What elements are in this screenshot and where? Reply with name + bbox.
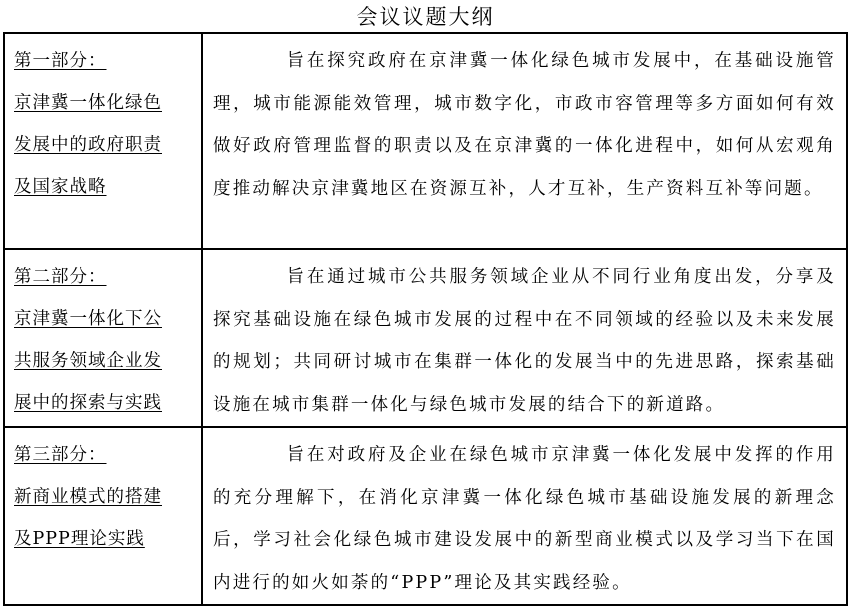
table-row xyxy=(4,249,847,427)
section-description: 旨在对政府及企业在绿色城市京津冀一体化发展中发挥的作用的充分理解下，在消化京津冀一体化绿色城市基础设施发展的新理念后，学习社会化绿色城市建设发展中的新型商业模式以及学习当下在国内进行的如火如荼的“PPP”理论及其实践经验。 xyxy=(213,445,836,593)
section-title-line: 及国家战略 xyxy=(14,177,107,197)
section-heading xyxy=(14,256,197,424)
section-title-line: 京津冀一体化绿色 xyxy=(14,93,162,113)
section-description: 旨在通过城市公共服务领域企业从不同行业角度出发，分享及探究基础设施在绿色城市发展的过程中在不同领域的经验以及未来发展的规划；共同研讨城市在集群一体化的发展当中的先进思路，探索基础设施在城市集群一体化与绿色城市发展的结合下的新道路。 xyxy=(213,267,836,415)
section-description-cell xyxy=(202,249,847,427)
section-title-line: 及PPP理论实践 xyxy=(14,529,145,549)
section-heading-cell xyxy=(4,249,202,427)
document-title: 会议议题大纲 xyxy=(356,5,495,29)
section-description-cell xyxy=(202,427,847,605)
section-heading-cell xyxy=(4,33,202,249)
section-title-line: 共服务领域企业发 xyxy=(14,351,162,371)
section-heading-cell xyxy=(4,427,202,605)
section-description: 旨在探究政府在京津冀一体化绿色城市发展中，在基础设施管理，城市能源能效管理，城市数字化，市政市容管理等多方面如何有效做好政府管理监督的职责以及在京津冀的一体化进程中，如何从宏观角度推动解决京津冀地区在资源互补，人才互补，生产资料互补等问题。 xyxy=(213,51,836,199)
section-title-line: 新商业模式的搭建 xyxy=(14,487,162,507)
section-title-line: 京津冀一体化下公 xyxy=(14,309,162,329)
section-description-cell xyxy=(202,33,847,249)
section-title-line: 展中的探索与实践 xyxy=(14,393,162,413)
section-heading xyxy=(14,434,197,560)
table-row xyxy=(4,427,847,605)
table-row xyxy=(4,33,847,249)
section-label: 第二部分： xyxy=(14,267,107,287)
section-heading xyxy=(14,40,197,208)
section-label: 第一部分： xyxy=(14,51,107,71)
agenda-table xyxy=(3,32,848,606)
section-title-line: 发展中的政府职责 xyxy=(14,135,162,155)
section-label: 第三部分： xyxy=(14,445,107,465)
